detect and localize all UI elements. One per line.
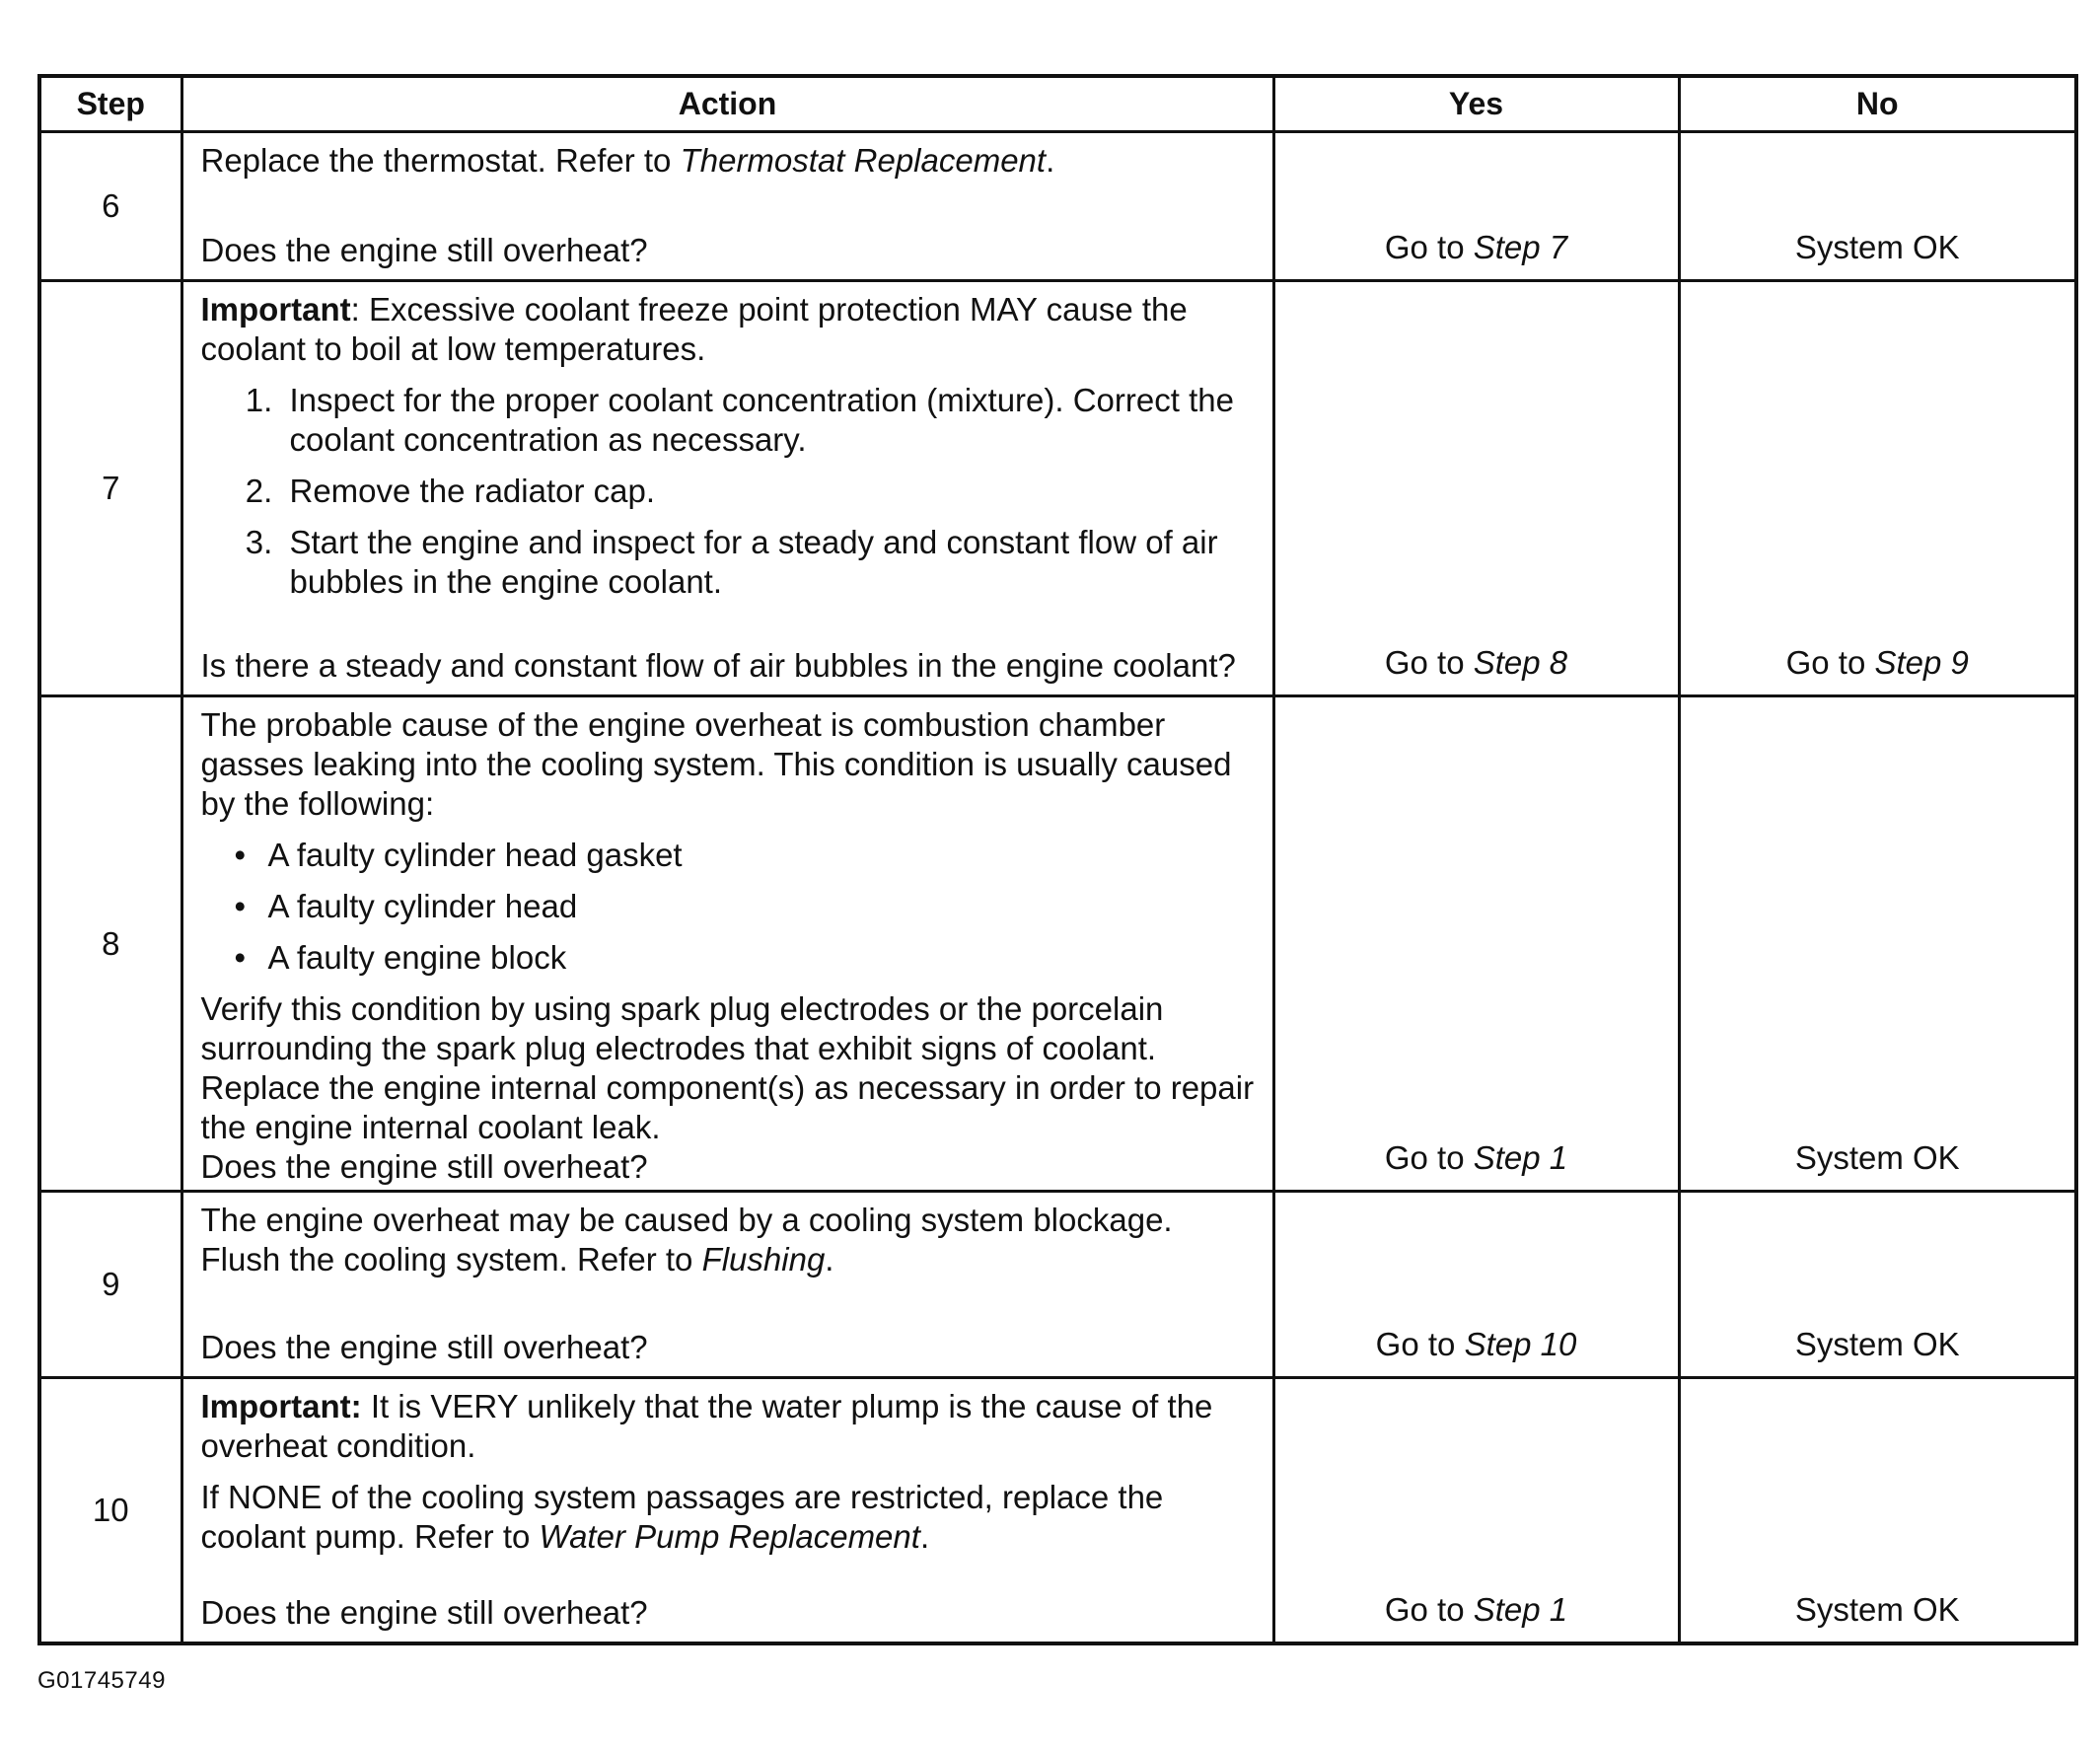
list-item-text: A faulty engine block (267, 939, 567, 977)
step-row (39, 696, 2076, 1192)
reference-link-text: Step 7 (1473, 228, 1568, 265)
text-run: . (919, 1517, 930, 1555)
step-number: 10 (39, 1377, 181, 1643)
text-run: System OK (1794, 228, 1960, 265)
text-run: System OK (1794, 1139, 1960, 1177)
action-body (201, 1201, 1261, 1279)
list-item-text: Inspect for the proper coolant concentration (mixture). Correct the coolant concentration as necessary. (289, 381, 1234, 458)
yes-result (1273, 1377, 1679, 1643)
action-paragraph (201, 1478, 1261, 1557)
action-paragraph (201, 1387, 1261, 1466)
no-result (1679, 696, 2076, 1192)
list-item (282, 472, 1261, 511)
text-run: . (825, 1241, 834, 1278)
action-body (201, 705, 1261, 1147)
text-run: . (1046, 142, 1055, 179)
list-item-text: Remove the radiator cap. (289, 472, 656, 509)
action-question: Is there a steady and constant flow of air bubbles in the engine coolant? (200, 646, 1236, 684)
text-run: System OK (1794, 1591, 1960, 1628)
bullet-icon: • (234, 939, 247, 977)
list-item (234, 836, 1261, 875)
reference-link-text: Step 10 (1464, 1325, 1577, 1362)
action-paragraph (201, 1201, 1261, 1279)
action-content (201, 1201, 1261, 1367)
text-run: Replace the thermostat. Refer to (200, 142, 681, 179)
no-result (1679, 280, 2076, 696)
reference-link-text: Step 8 (1473, 644, 1568, 682)
list-item-text: A faulty cylinder head (267, 888, 578, 925)
text-run: Go to (1375, 1325, 1465, 1362)
bold-text: Important (200, 290, 351, 328)
reference-link-text: Flushing (701, 1241, 826, 1278)
yes-result (1273, 1192, 1679, 1378)
step-number: 8 (39, 696, 181, 1192)
list-item (234, 938, 1261, 978)
action-cell (181, 1192, 1273, 1378)
text-run: It is VERY unlikely that the water plump is the cause of the overheat condition. (200, 1387, 1213, 1464)
text-run: Go to (1785, 644, 1875, 682)
action-body (201, 290, 1261, 614)
action-paragraph (201, 141, 1261, 181)
action-content (201, 141, 1261, 270)
text-run: Verify this condition by using spark plug electrodes or the porcelain surrounding the spark plug electrodes that exhibit signs of coolant. Replace the engine internal component(s) as necessary in order to repair the engine internal coolant leak. (200, 990, 1255, 1146)
action-question: Does the engine still overheat? (200, 232, 648, 268)
figure-id: G01745749 (37, 1667, 166, 1694)
yes-result (1273, 280, 1679, 696)
action-question: Does the engine still overheat? (200, 1148, 648, 1186)
text-run: : Excessive coolant freeze point protection MAY cause the coolant to boil at low temperatures. (200, 290, 1188, 367)
action-content (200, 705, 1261, 1186)
list-item-text: Start the engine and inspect for a steady and constant flow of air bubbles in the engine coolant. (289, 523, 1218, 600)
action-cell (181, 696, 1273, 1192)
step-row (39, 280, 2076, 696)
text-run: System OK (1794, 1325, 1960, 1362)
action-content (201, 1387, 1261, 1633)
list-item-text: A faulty cylinder head gasket (267, 837, 683, 874)
no-result (1679, 1192, 2076, 1378)
reference-link-text: Step 1 (1473, 1139, 1568, 1177)
step-number: 9 (39, 1192, 181, 1378)
text-run: If NONE of the cooling system passages are restricted, replace the coolant pump. Refer to (200, 1478, 1164, 1555)
bold-text: Important: (200, 1387, 362, 1424)
bullet-list (201, 836, 1261, 978)
text-run: Go to (1384, 228, 1474, 265)
step-row (39, 1192, 2076, 1378)
reference-link-text: Water Pump Replacement (539, 1517, 920, 1555)
no-result (1679, 1377, 2076, 1643)
text-run: The probable cause of the engine overheat is combustion chamber gasses leaking into the cooling system. This condition is usually caused by the following: (200, 706, 1232, 823)
list-item (282, 381, 1261, 460)
action-body (201, 141, 1261, 181)
numbered-list (201, 381, 1261, 602)
reference-link-text: Step 1 (1473, 1591, 1568, 1628)
action-paragraph (201, 705, 1261, 824)
action-question: Does the engine still overheat? (200, 1593, 648, 1631)
header-step: Step (39, 76, 181, 132)
step-row (39, 1377, 2076, 1643)
action-cell (181, 280, 1273, 696)
action-paragraph (201, 290, 1261, 369)
action-paragraph (201, 989, 1261, 1147)
text-run: Go to (1384, 644, 1474, 682)
bullet-icon: • (234, 837, 247, 874)
header-action: Action (181, 76, 1273, 132)
header-yes: Yes (1273, 76, 1679, 132)
step-row (39, 132, 2076, 281)
text-run: Go to (1384, 1591, 1474, 1628)
step-number: 7 (39, 280, 181, 696)
yes-result (1273, 696, 1679, 1192)
no-result (1679, 132, 2076, 281)
action-cell (181, 1377, 1273, 1643)
action-body (201, 1387, 1261, 1557)
header-row (39, 76, 2076, 132)
action-question: Does the engine still overheat? (200, 1329, 648, 1366)
text-run: Go to (1384, 1139, 1474, 1177)
reference-link-text: Step 9 (1874, 644, 1969, 682)
step-number: 6 (39, 132, 181, 281)
diagnostic-table (37, 74, 2078, 1645)
action-content (201, 290, 1261, 686)
action-cell (181, 132, 1273, 281)
list-item (282, 523, 1261, 602)
bullet-icon: • (234, 888, 247, 925)
yes-result (1273, 132, 1679, 281)
text-run: The engine overheat may be caused by a cooling system blockage. Flush the cooling system. Refer to (200, 1202, 1173, 1278)
header-no: No (1679, 76, 2076, 132)
list-item (234, 887, 1261, 926)
reference-link-text: Thermostat Replacement (680, 142, 1047, 179)
